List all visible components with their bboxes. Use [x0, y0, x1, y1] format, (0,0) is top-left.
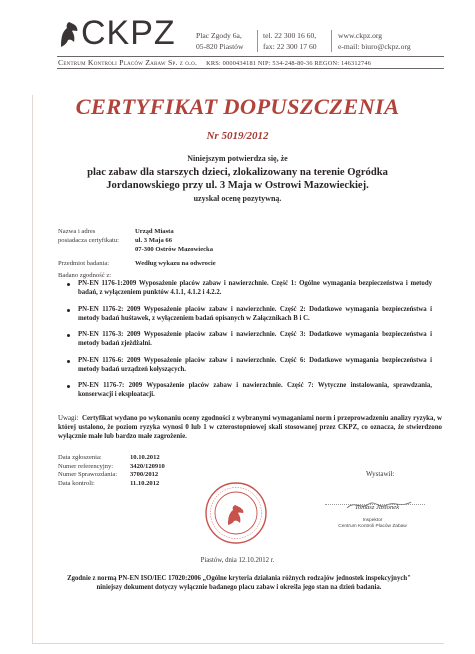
standards-label: Badano zgodność z:: [58, 272, 112, 279]
address-line-1: Plac Zgody 6a,: [196, 31, 242, 40]
standard-item: PN-EN 1176-6: 2009 Wyposażenie placów zabaw i nawierzchnie. Część 6: Dodatkowe wymagania bezpieczeństwa i metody badań urządzeń kołyszących.: [66, 357, 432, 375]
company-ids: KRS: 0000434181 NIP: 534-248-80-36 REGON: 146312746: [206, 60, 372, 67]
logo-text: CKPZ: [81, 14, 176, 52]
holder-label-line-1: Nazwa i adres: [58, 228, 96, 235]
place-and-date: Piastów, dnia 12.10.2012 r.: [200, 557, 275, 564]
control-date-label: Data kontroli:: [58, 479, 95, 487]
standard-item: PN-EN 1176-3: 2009 Wyposażenie placów zabaw i nawierzchnie. Część 3: Dodatkowe wymagania bezpieczeństwa i metody badań zjeżdżalni.: [66, 331, 432, 349]
address-line-2: 05-820 Piastów: [196, 42, 244, 51]
subject-value: Według wykazu na odwrocie: [135, 260, 216, 267]
bullet-icon: [67, 360, 70, 363]
issue-date-value: 10.10.2012: [130, 454, 160, 461]
issue-date-label: Data zgłoszenia:: [58, 454, 102, 461]
certificate-number: Nr 5019/2012: [206, 130, 269, 142]
header-rule-bottom: [57, 68, 444, 69]
header-rule-top: [57, 56, 444, 57]
rating-text: uzyskał ocenę pozytywną.: [193, 194, 282, 203]
issued-by-label: Wystawił:: [366, 470, 395, 478]
signatory-role-line-1: Inspektor: [362, 518, 383, 523]
report-number-label: Numer Sprawozdania:: [58, 471, 118, 478]
website-text: www.ckpz.org: [338, 31, 383, 40]
standards-list: [66, 280, 432, 408]
holder-label-line-2: posiadacza certyfikatu:: [58, 237, 119, 244]
control-date-value: 11.10.2012: [130, 479, 160, 487]
footer-statement: Zgodnie z normą PN-EN ISO/IEC 17020:2006 „Ogólne kryteria działania różnych rodzajów jednostek inspekcyjnych" niniejszy dokument dotyczy wyłącznie badanego placu zabaw i określa jego stan na dzień badania.: [67, 575, 411, 591]
signatory-role: [305, 518, 440, 530]
company-logo: [58, 14, 176, 53]
company-stamp: [204, 481, 268, 545]
holder-city: 07-300 Ostrów Mazowiecka: [135, 246, 214, 253]
email-text: e-mail: biuro@ckpz.org: [338, 42, 411, 51]
certificate-title: CERTYFIKAT DOPUSZCZENIA: [75, 94, 400, 119]
object-line-2: Jordanowskiego przy ul. 3 Maja w Ostrowi Mazowieckiej.: [106, 180, 369, 191]
remarks: [58, 414, 442, 442]
holder-street: ul. 3 Maja 66: [135, 237, 172, 244]
bullet-icon: [67, 334, 70, 337]
bullet-icon: [67, 385, 70, 388]
reference-number-value: 3420/120910: [130, 462, 165, 470]
standard-item: PN-EN 1176-1:2009 Wyposażenie placów zabaw i nawierzchnie. Część 1: Ogólne wymagania bezpieczeństwa i metody badań, z wyłączeniem punktów 4.1.1, 4.1.2 i 4.2.2.: [66, 280, 432, 298]
intro-text: Niniejszym potwierdza się, że: [187, 154, 288, 163]
fax-text: fax: 22 300 17 60: [263, 42, 317, 51]
signatory-role-line-2: Centrum Kontroli Placów Zabaw: [338, 524, 407, 529]
holder-name: Urząd Miasta: [135, 228, 174, 235]
signatory-name: Tomasz Jasionek: [354, 504, 400, 511]
web-block: [338, 30, 411, 52]
address-block: [196, 30, 243, 52]
holder-value: [135, 227, 213, 254]
report-number-value: 3700/2012: [130, 471, 159, 478]
phone-block: [263, 30, 317, 52]
company-line: [58, 58, 371, 67]
bullet-icon: [67, 283, 70, 286]
holder-label: [58, 227, 119, 245]
phone-text: tel. 22 300 16 60,: [263, 31, 317, 40]
object-description: [0, 166, 475, 192]
object-line-1: plac zabaw dla starszych dzieci, zlokalizowany na terenie Ogródka: [87, 167, 388, 178]
horse-icon: [228, 505, 243, 525]
standard-item: PN-EN 1176-2: 2009 Wyposażenie placów zabaw i nawierzchnie. Część 2: Dodatkowe wymagania bezpieczeństwa i metody badań huśtawek, z wyłączeniem badań opisanych w Załącznikach B i C.: [66, 306, 432, 324]
header-divider: [331, 30, 332, 52]
reference-number-label: Numer referencyjny:: [58, 462, 114, 470]
remarks-text: Certyfikat wydano po wykonaniu oceny zgodności z wybranymi wymaganiami norm i przeprowadzeniu analizy ryzyka, w której ustalono, że poziom ryzyka wynosi 0 lub 1 w czterostopniowej skali stosowanej przez CKPZ, co oznacza, że stwierdzono wyłącznie małe lub bardzo małe zagrożenie.: [58, 415, 442, 441]
horse-icon: [58, 20, 80, 48]
standard-item: PN-EN 1176-7: 2009 Wyposażenie placów zabaw i nawierzchnie. Część 7: Wytyczne instalowania, sprawdzania, konserwacji i eksploatacji.: [66, 382, 432, 400]
remarks-label: Uwagi:: [58, 415, 79, 422]
company-name: Centrum Kontroli Placów Zabaw Sp. z o.o.: [58, 58, 198, 67]
bullet-icon: [67, 309, 70, 312]
header-divider: [257, 30, 258, 52]
subject-label: Przedmiot badania:: [58, 260, 110, 267]
dates-block: [58, 454, 165, 488]
